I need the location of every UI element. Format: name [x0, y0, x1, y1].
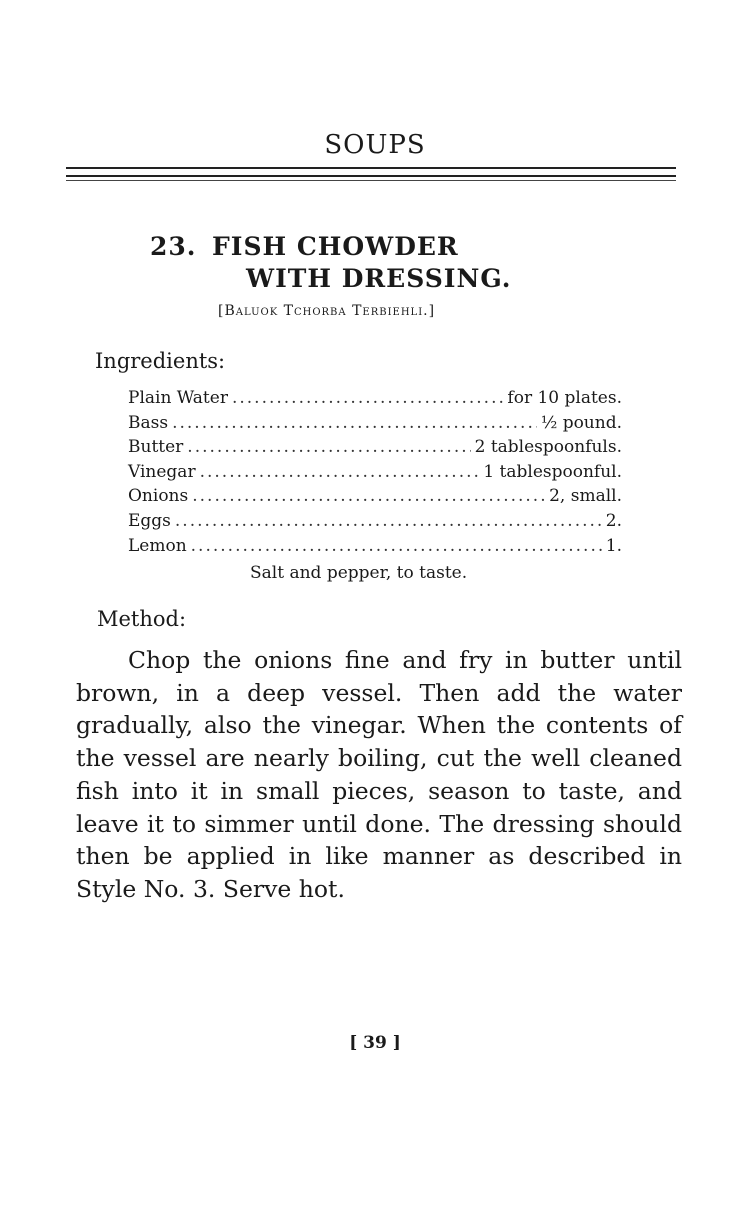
- ingredient-name: Vinegar: [128, 461, 196, 482]
- ingredient-row: [128, 411, 622, 436]
- ingredient-name: Butter: [128, 437, 184, 458]
- ingredient-quantity: for 10 plates.: [507, 388, 622, 408]
- header-rule: [66, 180, 676, 181]
- leader-dots: [200, 460, 480, 485]
- recipe-title-line2: WITH DRESSING.: [246, 264, 512, 293]
- ingredient-quantity: 1.: [605, 535, 622, 556]
- method-text: Chop the onions fine and fry in butter until brown, in a deep vessel. Then add the water gradually, also the vinegar. When the contents of the vessel are nearly boiling, cut the well cleaned fish into it in small pieces, season to taste, and leave it to simmer until done. The dressing should then be applied in like manner as described in Style No. 3. Serve hot.: [76, 646, 682, 903]
- ingredient-name: Lemon: [128, 535, 187, 556]
- ingredient-row: [128, 460, 622, 485]
- recipe-subtitle: [Baluok Tchorba Terbiehli.]: [218, 303, 436, 319]
- ingredient-name: Plain Water: [128, 388, 228, 408]
- seasoning-note: Salt and pepper, to taste.: [250, 563, 468, 583]
- page-number: [ 39 ]: [349, 1033, 401, 1053]
- recipe-title: FISH CHOWDER: [212, 232, 459, 261]
- header-rule: [66, 167, 676, 169]
- method-label: Method:: [97, 607, 187, 631]
- ingredient-name: Bass: [128, 412, 169, 433]
- leader-dots: [187, 435, 470, 460]
- ingredient-name: Onions: [128, 486, 189, 507]
- ingredient-row: [128, 509, 622, 534]
- ingredient-row: [128, 484, 622, 509]
- recipe-title-line1: [150, 232, 459, 261]
- ingredient-quantity: 2 tablespoonfuls.: [474, 437, 622, 458]
- ingredient-quantity: 2.: [605, 510, 622, 531]
- leader-dots: [192, 484, 545, 509]
- ingredient-quantity: 2, small.: [549, 486, 622, 507]
- ingredients-list: [128, 386, 622, 558]
- ingredient-quantity: 1 tablespoonful.: [483, 461, 622, 482]
- ingredients-label: Ingredients:: [95, 349, 226, 373]
- recipe-number: 23.: [150, 232, 197, 261]
- ingredient-quantity: ½ pound.: [540, 412, 622, 433]
- method-paragraph: [76, 644, 682, 906]
- header-rule: [66, 175, 676, 177]
- leader-dots: [232, 386, 503, 411]
- section-header: SOUPS: [324, 130, 426, 160]
- leader-dots: [175, 509, 602, 534]
- leader-dots: [191, 534, 602, 559]
- ingredient-row: [128, 435, 622, 460]
- ingredient-name: Eggs: [128, 510, 171, 531]
- ingredient-row: [128, 534, 622, 559]
- leader-dots: [172, 411, 537, 436]
- ingredient-row: [128, 386, 622, 411]
